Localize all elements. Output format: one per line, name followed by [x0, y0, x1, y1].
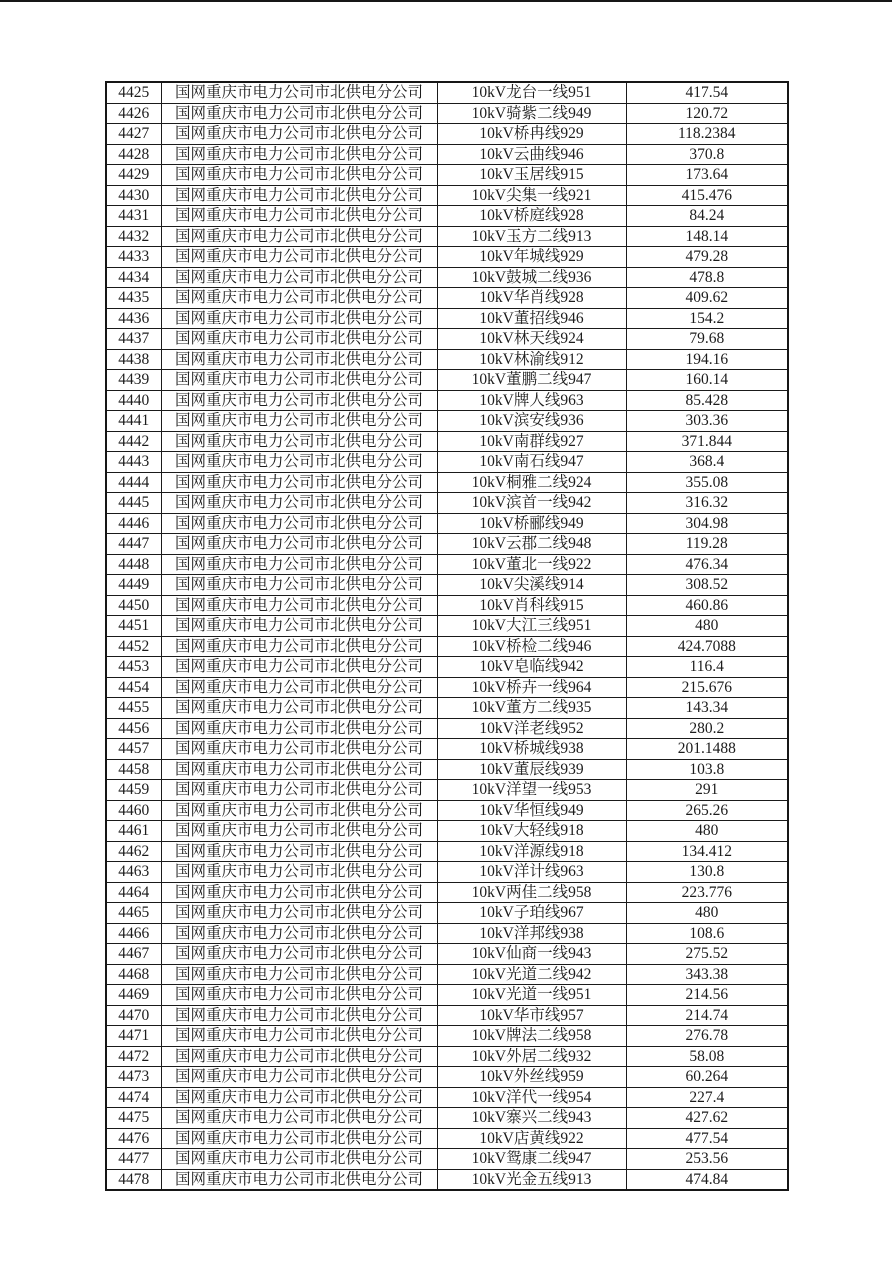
company-cell: 国网重庆市电力公司市北供电分公司 [161, 493, 437, 514]
value-cell: 304.98 [626, 513, 788, 534]
row-id-cell: 4452 [106, 636, 161, 657]
value-cell: 276.78 [626, 1026, 788, 1047]
company-cell: 国网重庆市电力公司市北供电分公司 [161, 1005, 437, 1026]
row-id-cell: 4468 [106, 964, 161, 985]
company-cell: 国网重庆市电力公司市北供电分公司 [161, 1128, 437, 1149]
line-name-cell: 10kV寨兴二线943 [437, 1108, 626, 1129]
row-id-cell: 4456 [106, 718, 161, 739]
table-row [106, 185, 788, 206]
value-cell: 370.8 [626, 144, 788, 165]
table-row [106, 739, 788, 760]
row-id-cell: 4434 [106, 267, 161, 288]
table-row [106, 349, 788, 370]
row-id-cell: 4442 [106, 431, 161, 452]
line-name-cell: 10kV洋源线918 [437, 841, 626, 862]
line-name-cell: 10kV店黄线922 [437, 1128, 626, 1149]
line-name-cell: 10kV尖集一线921 [437, 185, 626, 206]
company-cell: 国网重庆市电力公司市北供电分公司 [161, 677, 437, 698]
value-cell: 79.68 [626, 329, 788, 350]
company-cell: 国网重庆市电力公司市北供电分公司 [161, 964, 437, 985]
company-cell: 国网重庆市电力公司市北供电分公司 [161, 1169, 437, 1190]
row-id-cell: 4467 [106, 944, 161, 965]
company-cell: 国网重庆市电力公司市北供电分公司 [161, 308, 437, 329]
row-id-cell: 4474 [106, 1087, 161, 1108]
line-name-cell: 10kV桐雅二线924 [437, 472, 626, 493]
value-cell: 120.72 [626, 103, 788, 124]
row-id-cell: 4446 [106, 513, 161, 534]
company-cell: 国网重庆市电力公司市北供电分公司 [161, 780, 437, 801]
line-name-cell: 10kV鼓城二线936 [437, 267, 626, 288]
table-row [106, 144, 788, 165]
row-id-cell: 4466 [106, 923, 161, 944]
table-row [106, 698, 788, 719]
line-name-cell: 10kV林渝线912 [437, 349, 626, 370]
table-row [106, 534, 788, 555]
row-id-cell: 4455 [106, 698, 161, 719]
table-row [106, 759, 788, 780]
row-id-cell: 4440 [106, 390, 161, 411]
value-cell: 480 [626, 821, 788, 842]
line-name-cell: 10kV龙台一线951 [437, 82, 626, 103]
line-name-cell: 10kV尖溪线914 [437, 575, 626, 596]
row-id-cell: 4469 [106, 985, 161, 1006]
line-name-cell: 10kV云郡二线948 [437, 534, 626, 555]
line-name-cell: 10kV南石线947 [437, 452, 626, 473]
row-id-cell: 4472 [106, 1046, 161, 1067]
line-name-cell: 10kV桥郦线949 [437, 513, 626, 534]
company-cell: 国网重庆市电力公司市北供电分公司 [161, 698, 437, 719]
company-cell: 国网重庆市电力公司市北供电分公司 [161, 862, 437, 883]
row-id-cell: 4432 [106, 226, 161, 247]
line-name-cell: 10kV光金五线913 [437, 1169, 626, 1190]
company-cell: 国网重庆市电力公司市北供电分公司 [161, 82, 437, 103]
company-cell: 国网重庆市电力公司市北供电分公司 [161, 185, 437, 206]
row-id-cell: 4459 [106, 780, 161, 801]
company-cell: 国网重庆市电力公司市北供电分公司 [161, 739, 437, 760]
row-id-cell: 4433 [106, 247, 161, 268]
line-name-cell: 10kV滨安线936 [437, 411, 626, 432]
company-cell: 国网重庆市电力公司市北供电分公司 [161, 329, 437, 350]
value-cell: 85.428 [626, 390, 788, 411]
value-cell: 355.08 [626, 472, 788, 493]
line-name-cell: 10kV董鹏二线947 [437, 370, 626, 391]
row-id-cell: 4477 [106, 1149, 161, 1170]
table-row [106, 493, 788, 514]
row-id-cell: 4428 [106, 144, 161, 165]
row-id-cell: 4439 [106, 370, 161, 391]
company-cell: 国网重庆市电力公司市北供电分公司 [161, 554, 437, 575]
company-cell: 国网重庆市电力公司市北供电分公司 [161, 1026, 437, 1047]
table-row [106, 452, 788, 473]
line-name-cell: 10kV滨首一线942 [437, 493, 626, 514]
value-cell: 477.54 [626, 1128, 788, 1149]
table-row [106, 472, 788, 493]
company-cell: 国网重庆市电力公司市北供电分公司 [161, 1067, 437, 1088]
top-scan-line [0, 0, 892, 2]
table-row [106, 821, 788, 842]
row-id-cell: 4438 [106, 349, 161, 370]
value-cell: 253.56 [626, 1149, 788, 1170]
row-id-cell: 4478 [106, 1169, 161, 1190]
table-row [106, 780, 788, 801]
line-name-cell: 10kV桥庭线928 [437, 206, 626, 227]
row-id-cell: 4445 [106, 493, 161, 514]
table-row [106, 841, 788, 862]
table-row [106, 800, 788, 821]
value-cell: 201.1488 [626, 739, 788, 760]
table-row [106, 657, 788, 678]
company-cell: 国网重庆市电力公司市北供电分公司 [161, 370, 437, 391]
line-name-cell: 10kV洋代一线954 [437, 1087, 626, 1108]
row-id-cell: 4450 [106, 595, 161, 616]
company-cell: 国网重庆市电力公司市北供电分公司 [161, 636, 437, 657]
company-cell: 国网重庆市电力公司市北供电分公司 [161, 1087, 437, 1108]
table-row [106, 124, 788, 145]
line-name-cell: 10kV鸳康二线947 [437, 1149, 626, 1170]
company-cell: 国网重庆市电力公司市北供电分公司 [161, 1108, 437, 1129]
value-cell: 265.26 [626, 800, 788, 821]
value-cell: 275.52 [626, 944, 788, 965]
value-cell: 108.6 [626, 923, 788, 944]
line-name-cell: 10kV骑紫二线949 [437, 103, 626, 124]
line-name-cell: 10kV仙商一线943 [437, 944, 626, 965]
row-id-cell: 4464 [106, 882, 161, 903]
line-name-cell: 10kV云曲线946 [437, 144, 626, 165]
value-cell: 316.32 [626, 493, 788, 514]
value-cell: 460.86 [626, 595, 788, 616]
row-id-cell: 4443 [106, 452, 161, 473]
line-name-cell: 10kV玉方二线913 [437, 226, 626, 247]
value-cell: 130.8 [626, 862, 788, 883]
table-row [106, 370, 788, 391]
value-cell: 478.8 [626, 267, 788, 288]
line-name-cell: 10kV玉居线915 [437, 165, 626, 186]
line-name-cell: 10kV牌人线963 [437, 390, 626, 411]
row-id-cell: 4471 [106, 1026, 161, 1047]
company-cell: 国网重庆市电力公司市北供电分公司 [161, 575, 437, 596]
line-name-cell: 10kV洋望一线953 [437, 780, 626, 801]
company-cell: 国网重庆市电力公司市北供电分公司 [161, 390, 437, 411]
line-name-cell: 10kV光道一线951 [437, 985, 626, 1006]
company-cell: 国网重庆市电力公司市北供电分公司 [161, 431, 437, 452]
company-cell: 国网重庆市电力公司市北供电分公司 [161, 759, 437, 780]
table-row [106, 1149, 788, 1170]
row-id-cell: 4461 [106, 821, 161, 842]
power-line-table [105, 81, 789, 1191]
company-cell: 国网重庆市电力公司市北供电分公司 [161, 985, 437, 1006]
table-row [106, 636, 788, 657]
company-cell: 国网重庆市电力公司市北供电分公司 [161, 226, 437, 247]
company-cell: 国网重庆市电力公司市北供电分公司 [161, 944, 437, 965]
line-name-cell: 10kV桥卉一线964 [437, 677, 626, 698]
line-name-cell: 10kV洋邦线938 [437, 923, 626, 944]
row-id-cell: 4475 [106, 1108, 161, 1129]
row-id-cell: 4470 [106, 1005, 161, 1026]
row-id-cell: 4451 [106, 616, 161, 637]
table-row [106, 964, 788, 985]
company-cell: 国网重庆市电力公司市北供电分公司 [161, 800, 437, 821]
value-cell: 160.14 [626, 370, 788, 391]
value-cell: 371.844 [626, 431, 788, 452]
value-cell: 480 [626, 903, 788, 924]
row-id-cell: 4435 [106, 288, 161, 309]
power-line-table-body [106, 82, 788, 1190]
row-id-cell: 4449 [106, 575, 161, 596]
value-cell: 227.4 [626, 1087, 788, 1108]
line-name-cell: 10kV桥城线938 [437, 739, 626, 760]
table-row [106, 903, 788, 924]
value-cell: 474.84 [626, 1169, 788, 1190]
table-row [106, 1128, 788, 1149]
row-id-cell: 4437 [106, 329, 161, 350]
line-name-cell: 10kV大轻线918 [437, 821, 626, 842]
table-row [106, 1169, 788, 1190]
table-row [106, 923, 788, 944]
value-cell: 308.52 [626, 575, 788, 596]
table-row [106, 1026, 788, 1047]
company-cell: 国网重庆市电力公司市北供电分公司 [161, 144, 437, 165]
table-row [106, 267, 788, 288]
company-cell: 国网重庆市电力公司市北供电分公司 [161, 903, 437, 924]
value-cell: 303.36 [626, 411, 788, 432]
value-cell: 280.2 [626, 718, 788, 739]
line-name-cell: 10kV光道二线942 [437, 964, 626, 985]
company-cell: 国网重庆市电力公司市北供电分公司 [161, 1149, 437, 1170]
line-name-cell: 10kV华恒线949 [437, 800, 626, 821]
line-name-cell: 10kV洋计线963 [437, 862, 626, 883]
row-id-cell: 4444 [106, 472, 161, 493]
company-cell: 国网重庆市电力公司市北供电分公司 [161, 923, 437, 944]
table-row [106, 554, 788, 575]
company-cell: 国网重庆市电力公司市北供电分公司 [161, 718, 437, 739]
table-row [106, 1087, 788, 1108]
company-cell: 国网重庆市电力公司市北供电分公司 [161, 411, 437, 432]
row-id-cell: 4430 [106, 185, 161, 206]
value-cell: 58.08 [626, 1046, 788, 1067]
table-row [106, 1067, 788, 1088]
company-cell: 国网重庆市电力公司市北供电分公司 [161, 616, 437, 637]
value-cell: 84.24 [626, 206, 788, 227]
line-name-cell: 10kV林天线924 [437, 329, 626, 350]
table-row [106, 677, 788, 698]
company-cell: 国网重庆市电力公司市北供电分公司 [161, 124, 437, 145]
company-cell: 国网重庆市电力公司市北供电分公司 [161, 247, 437, 268]
line-name-cell: 10kV华市线957 [437, 1005, 626, 1026]
line-name-cell: 10kV桥冉线929 [437, 124, 626, 145]
line-name-cell: 10kV南群线927 [437, 431, 626, 452]
value-cell: 409.62 [626, 288, 788, 309]
company-cell: 国网重庆市电力公司市北供电分公司 [161, 595, 437, 616]
line-name-cell: 10kV年城线929 [437, 247, 626, 268]
table-row [106, 1108, 788, 1129]
table-row [106, 985, 788, 1006]
line-name-cell: 10kV皂临线942 [437, 657, 626, 678]
table-row [106, 288, 788, 309]
row-id-cell: 4441 [106, 411, 161, 432]
value-cell: 143.34 [626, 698, 788, 719]
row-id-cell: 4436 [106, 308, 161, 329]
table-row [106, 431, 788, 452]
row-id-cell: 4473 [106, 1067, 161, 1088]
row-id-cell: 4425 [106, 82, 161, 103]
table-row [106, 575, 788, 596]
company-cell: 国网重庆市电力公司市北供电分公司 [161, 534, 437, 555]
table-row [106, 718, 788, 739]
value-cell: 214.56 [626, 985, 788, 1006]
company-cell: 国网重庆市电力公司市北供电分公司 [161, 349, 437, 370]
value-cell: 148.14 [626, 226, 788, 247]
line-name-cell: 10kV牌法二线958 [437, 1026, 626, 1047]
value-cell: 119.28 [626, 534, 788, 555]
value-cell: 476.34 [626, 554, 788, 575]
table-row [106, 513, 788, 534]
company-cell: 国网重庆市电力公司市北供电分公司 [161, 267, 437, 288]
row-id-cell: 4453 [106, 657, 161, 678]
line-name-cell: 10kV董方二线935 [437, 698, 626, 719]
line-name-cell: 10kV外居二线932 [437, 1046, 626, 1067]
value-cell: 479.28 [626, 247, 788, 268]
company-cell: 国网重庆市电力公司市北供电分公司 [161, 472, 437, 493]
row-id-cell: 4457 [106, 739, 161, 760]
company-cell: 国网重庆市电力公司市北供电分公司 [161, 821, 437, 842]
company-cell: 国网重庆市电力公司市北供电分公司 [161, 841, 437, 862]
value-cell: 118.2384 [626, 124, 788, 145]
line-name-cell: 10kV大江三线951 [437, 616, 626, 637]
table-row [106, 206, 788, 227]
company-cell: 国网重庆市电力公司市北供电分公司 [161, 452, 437, 473]
row-id-cell: 4454 [106, 677, 161, 698]
value-cell: 154.2 [626, 308, 788, 329]
value-cell: 424.7088 [626, 636, 788, 657]
line-name-cell: 10kV洋老线952 [437, 718, 626, 739]
row-id-cell: 4465 [106, 903, 161, 924]
table-row [106, 82, 788, 103]
value-cell: 368.4 [626, 452, 788, 473]
value-cell: 214.74 [626, 1005, 788, 1026]
row-id-cell: 4427 [106, 124, 161, 145]
row-id-cell: 4463 [106, 862, 161, 883]
company-cell: 国网重庆市电力公司市北供电分公司 [161, 288, 437, 309]
value-cell: 103.8 [626, 759, 788, 780]
company-cell: 国网重庆市电力公司市北供电分公司 [161, 1046, 437, 1067]
company-cell: 国网重庆市电力公司市北供电分公司 [161, 882, 437, 903]
line-name-cell: 10kV外丝线959 [437, 1067, 626, 1088]
row-id-cell: 4448 [106, 554, 161, 575]
line-name-cell: 10kV董辰线939 [437, 759, 626, 780]
line-name-cell: 10kV董北一线922 [437, 554, 626, 575]
row-id-cell: 4429 [106, 165, 161, 186]
table-row [106, 390, 788, 411]
company-cell: 国网重庆市电力公司市北供电分公司 [161, 103, 437, 124]
value-cell: 415.476 [626, 185, 788, 206]
row-id-cell: 4460 [106, 800, 161, 821]
value-cell: 417.54 [626, 82, 788, 103]
value-cell: 60.264 [626, 1067, 788, 1088]
table-row [106, 165, 788, 186]
row-id-cell: 4458 [106, 759, 161, 780]
line-name-cell: 10kV桥检二线946 [437, 636, 626, 657]
line-name-cell: 10kV董招线946 [437, 308, 626, 329]
table-row [106, 247, 788, 268]
value-cell: 427.62 [626, 1108, 788, 1129]
value-cell: 223.776 [626, 882, 788, 903]
value-cell: 134.412 [626, 841, 788, 862]
value-cell: 343.38 [626, 964, 788, 985]
value-cell: 291 [626, 780, 788, 801]
value-cell: 116.4 [626, 657, 788, 678]
company-cell: 国网重庆市电力公司市北供电分公司 [161, 513, 437, 534]
row-id-cell: 4462 [106, 841, 161, 862]
value-cell: 215.676 [626, 677, 788, 698]
table-row [106, 411, 788, 432]
line-name-cell: 10kV华肖线928 [437, 288, 626, 309]
row-id-cell: 4431 [106, 206, 161, 227]
line-name-cell: 10kV子珀线967 [437, 903, 626, 924]
table-row [106, 103, 788, 124]
line-name-cell: 10kV两佳二线958 [437, 882, 626, 903]
table-row [106, 882, 788, 903]
row-id-cell: 4476 [106, 1128, 161, 1149]
table-row [106, 1046, 788, 1067]
company-cell: 国网重庆市电力公司市北供电分公司 [161, 657, 437, 678]
table-row [106, 944, 788, 965]
value-cell: 480 [626, 616, 788, 637]
table-row [106, 1005, 788, 1026]
company-cell: 国网重庆市电力公司市北供电分公司 [161, 165, 437, 186]
company-cell: 国网重庆市电力公司市北供电分公司 [161, 206, 437, 227]
table-row [106, 616, 788, 637]
table-row [106, 308, 788, 329]
table-row [106, 226, 788, 247]
value-cell: 173.64 [626, 165, 788, 186]
row-id-cell: 4426 [106, 103, 161, 124]
table-row [106, 329, 788, 350]
table-row [106, 595, 788, 616]
row-id-cell: 4447 [106, 534, 161, 555]
line-name-cell: 10kV肖科线915 [437, 595, 626, 616]
table-row [106, 862, 788, 883]
value-cell: 194.16 [626, 349, 788, 370]
